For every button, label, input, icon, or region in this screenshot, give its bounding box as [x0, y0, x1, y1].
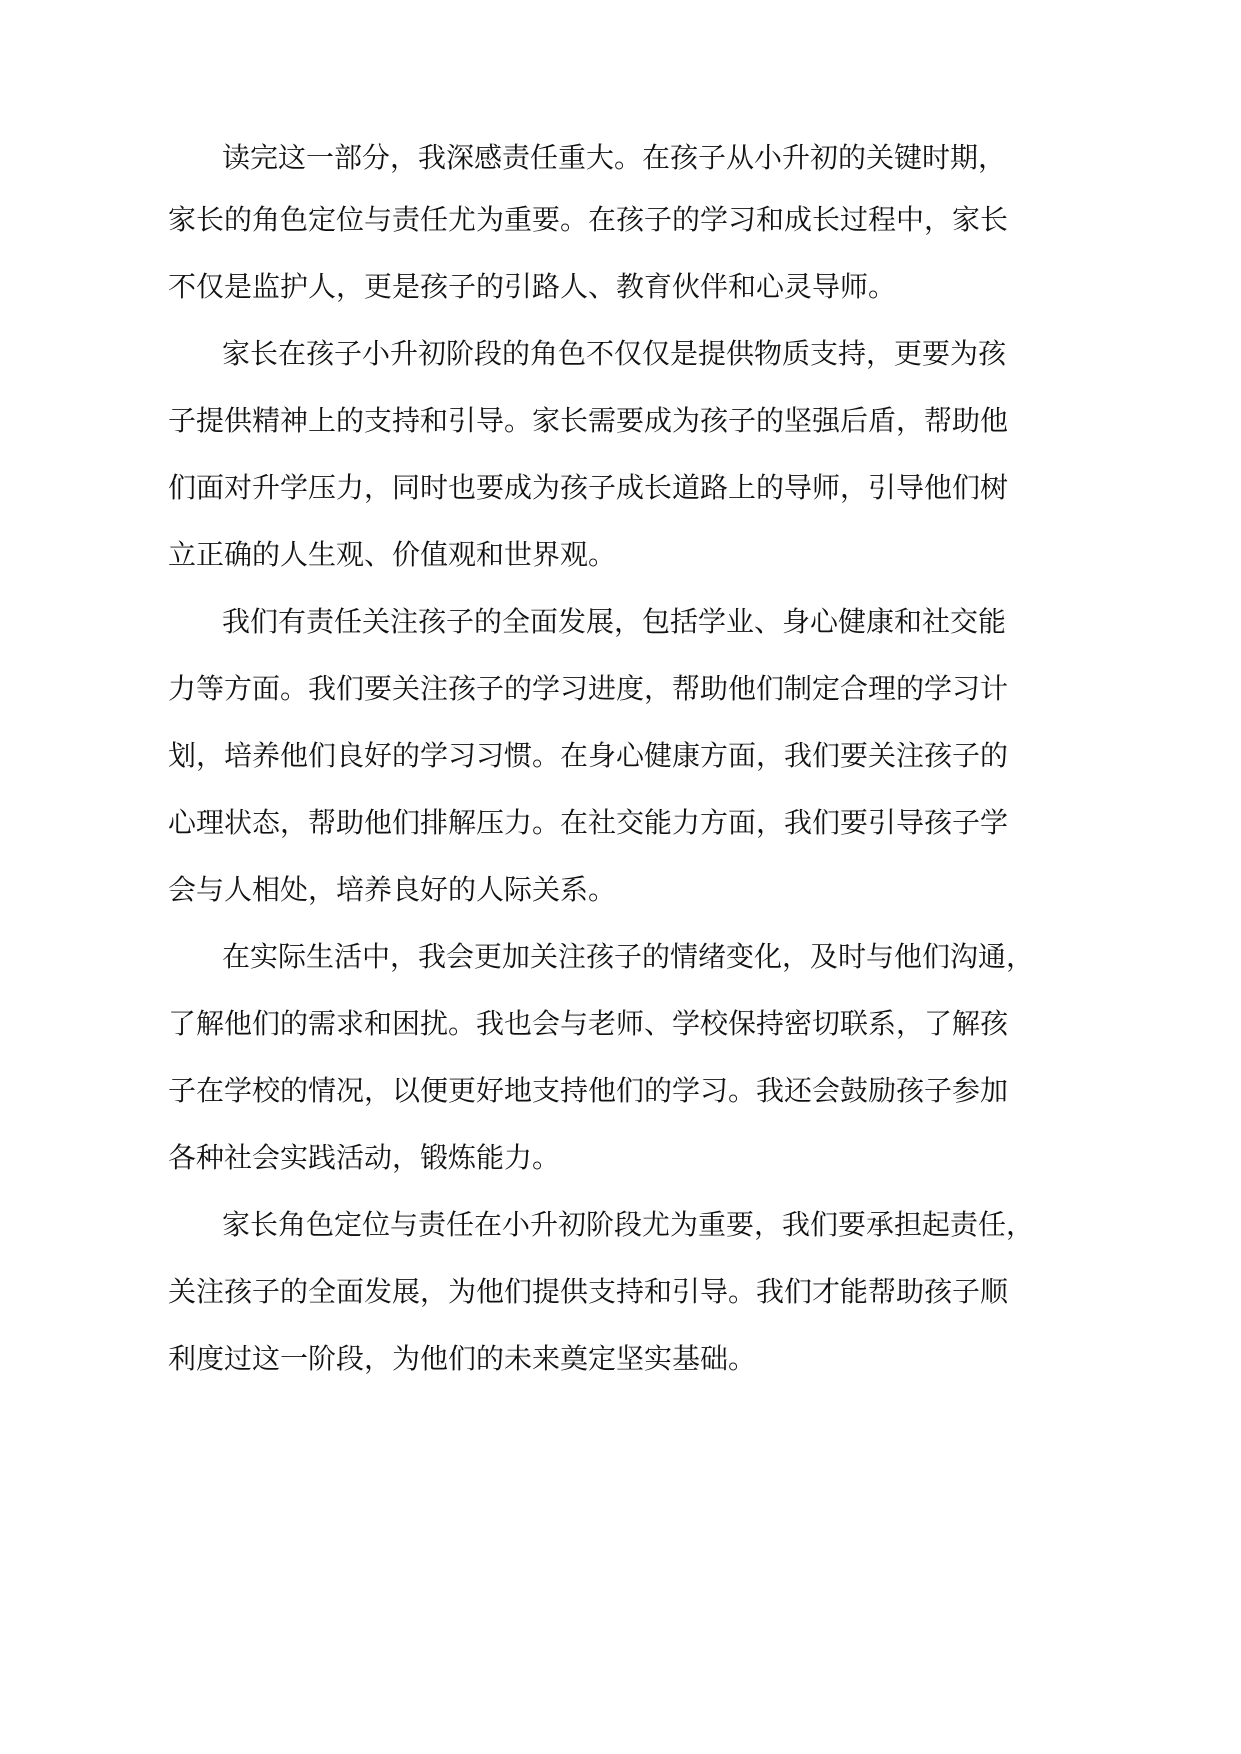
paragraph-1-line-1: 读完这一部分，我深感责任重大。在孩子从小升初的关键时期，: [222, 141, 1007, 174]
paragraph-1-line-2: 家长的角色定位与责任尤为重要。在孩子的学习和成长过程中，家长: [168, 203, 1009, 236]
paragraph-5-line-3: 利度过这一阶段，为他们的未来奠定坚实基础。: [168, 1342, 757, 1375]
paragraph-3-line-3: 划，培养他们良好的学习习惯。在身心健康方面，我们要关注孩子的: [168, 739, 1009, 772]
paragraph-2-line-1: 家长在孩子小升初阶段的角色不仅仅是提供物质支持，更要为孩: [222, 337, 1007, 370]
paragraph-1-line-3: 不仅是监护人，更是孩子的引路人、教育伙伴和心灵导师。: [168, 270, 897, 303]
paragraph-3-line-4: 心理状态，帮助他们排解压力。在社交能力方面，我们要引导孩子学: [168, 806, 1009, 839]
paragraph-3-line-2: 力等方面。我们要关注孩子的学习进度，帮助他们制定合理的学习计: [168, 672, 1009, 705]
paragraph-4-line-4: 各种社会实践活动，锻炼能力。: [168, 1141, 561, 1174]
paragraph-5-line-1: 家长角色定位与责任在小升初阶段尤为重要，我们要承担起责任，: [222, 1208, 1035, 1241]
paragraph-4-line-2: 了解他们的需求和困扰。我也会与老师、学校保持密切联系，了解孩: [168, 1007, 1009, 1040]
paragraph-3-line-1: 我们有责任关注孩子的全面发展，包括学业、身心健康和社交能: [222, 605, 1007, 638]
paragraph-2-line-4: 立正确的人生观、价值观和世界观。: [168, 538, 617, 571]
paragraph-4-line-1: 在实际生活中，我会更加关注孩子的情绪变化，及时与他们沟通，: [222, 940, 1035, 973]
paragraph-5-line-2: 关注孩子的全面发展，为他们提供支持和引导。我们才能帮助孩子顺: [168, 1275, 1009, 1308]
paragraph-4-line-3: 子在学校的情况，以便更好地支持他们的学习。我还会鼓励孩子参加: [168, 1074, 1009, 1107]
paragraph-2-line-2: 子提供精神上的支持和引导。家长需要成为孩子的坚强后盾，帮助他: [168, 404, 1009, 437]
paragraph-2-line-3: 们面对升学压力，同时也要成为孩子成长道路上的导师，引导他们树: [168, 471, 1009, 504]
paragraph-3-line-5: 会与人相处，培养良好的人际关系。: [168, 873, 617, 906]
